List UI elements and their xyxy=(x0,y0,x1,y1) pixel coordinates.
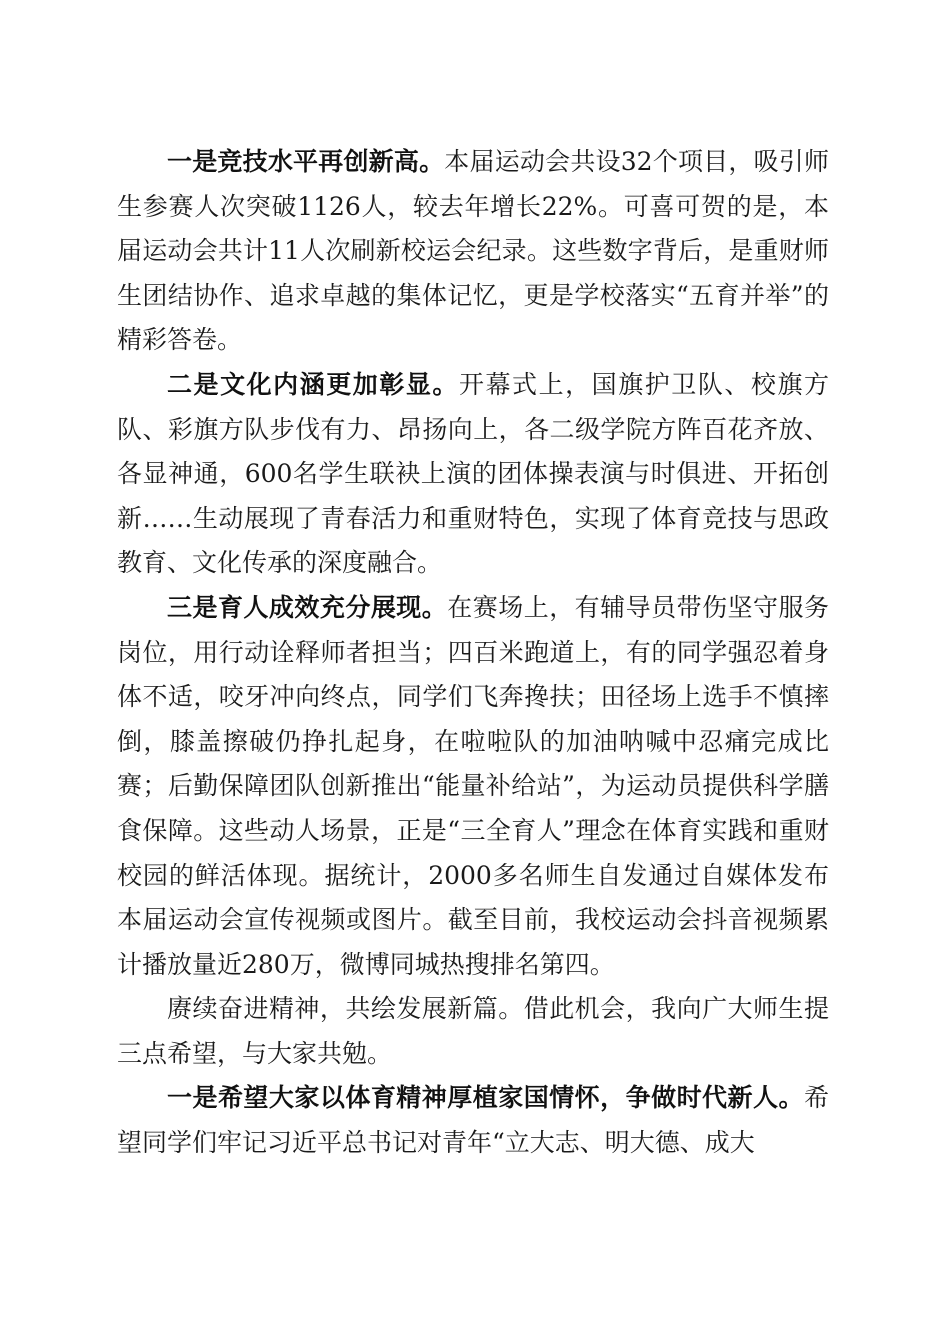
paragraph-lead: 一是竞技水平再创新高。 xyxy=(167,147,445,176)
paragraph-competition-level xyxy=(117,140,829,363)
document-body xyxy=(117,140,829,1166)
paragraph-text: 本届运动会共设32个项目，吸引师生参赛人次突破1126人，较去年增长22%。可喜可贺的是，本届运动会共计11人次刷新校运会纪录。这些数字背后，是重财师生团结协作、追求卓越的集体记忆，更是学校落实“五育并举”的精彩答卷。 xyxy=(117,147,829,355)
paragraph-text: 在赛场上，有辅导员带伤坚守服务岗位，用行动诠释师者担当；四百米跑道上，有的同学强忍着身体不适，咬牙冲向终点，同学们飞奔搀扶；田径场上选手不慎摔倒，膝盖擦破仍挣扎起身，在啦啦队的加油呐喊中忍痛完成比赛；后勤保障团队创新推出“能量补给站”，为运动员提供科学膳食保障。这些动人场景，正是“三全育人”理念在体育实践和重财校园的鲜活体现。据统计，2000多名师生自发通过自媒体发布本届运动会宣传视频或图片。截至目前，我校运动会抖音视频累计播放量近280万，微博同城热搜排名第四。 xyxy=(117,592,829,979)
paragraph-lead: 一是希望大家以体育精神厚植家国情怀，争做时代新人。 xyxy=(167,1083,804,1113)
paragraph-hope-one xyxy=(117,1076,829,1165)
paragraph-text: 赓续奋进精神，共绘发展新篇。借此机会，我向广大师生提三点希望，与大家共勉。 xyxy=(117,994,829,1068)
paragraph-transition xyxy=(117,987,829,1076)
paragraph-lead: 二是文化内涵更加彰显。 xyxy=(167,369,459,399)
paragraph-lead: 三是育人成效充分展现。 xyxy=(167,592,448,622)
paragraph-cultural-connotation xyxy=(117,363,829,586)
paragraph-text: 希望同学们牢记习近平总书记对青年“立大志、明大德、成大 xyxy=(117,1083,829,1158)
paragraph-education-effect xyxy=(117,586,829,987)
paragraph-text: 开幕式上，国旗护卫队、校旗方队、彩旗方队步伐有力、昂扬向上，各二级学院方阵百花齐放、各显神通，600名学生联袂上演的团体操表演与时俱进、开拓创新……生动展现了青春活力和重财特色，实现了体育竞技与思政教育、文化传承的深度融合。 xyxy=(117,369,829,578)
